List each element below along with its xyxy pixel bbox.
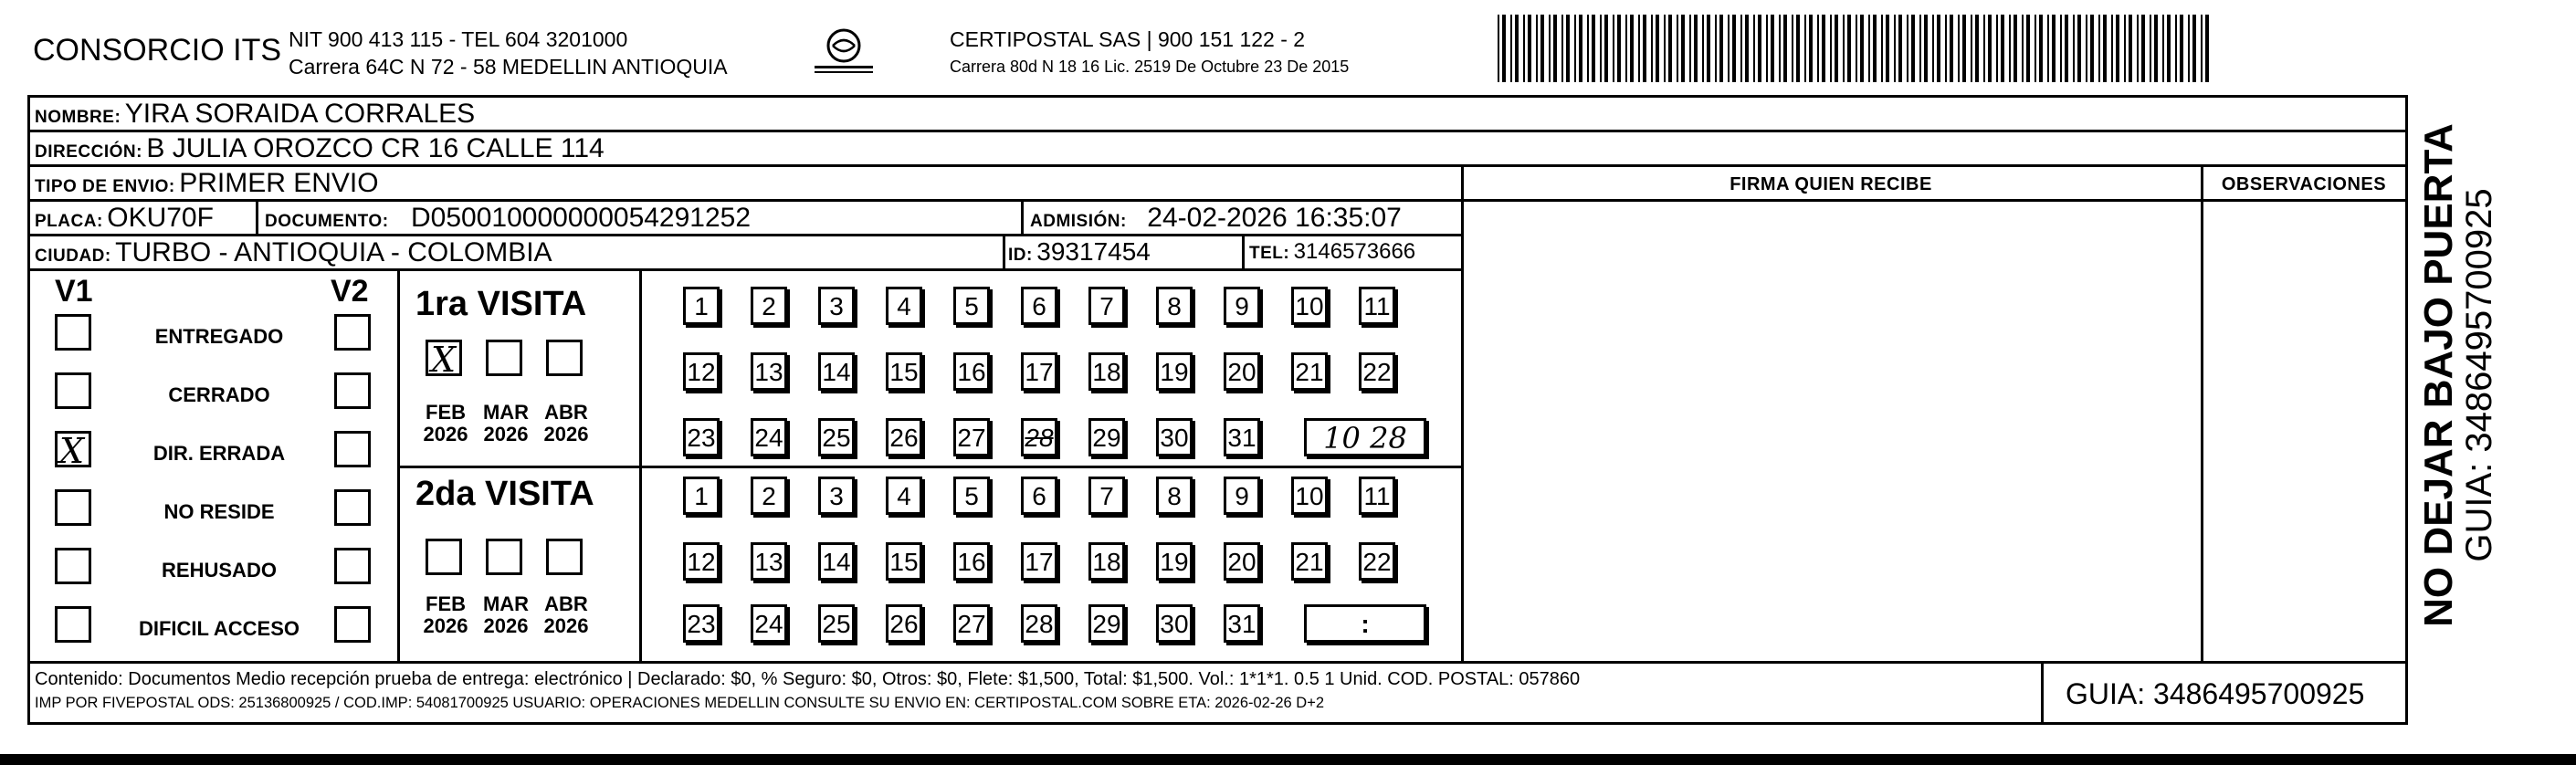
v1-checkbox[interactable] xyxy=(55,548,91,584)
day-box[interactable] xyxy=(1224,542,1260,581)
day-number: 20 xyxy=(1227,548,1256,576)
id-label: ID: xyxy=(1008,246,1033,265)
day-number: 27 xyxy=(957,424,986,452)
day-box[interactable] xyxy=(1156,477,1193,515)
tel-row xyxy=(1249,241,1415,263)
day-box[interactable] xyxy=(1088,604,1125,643)
placa-row xyxy=(35,204,214,232)
day-box[interactable] xyxy=(683,352,720,391)
day-number: 19 xyxy=(1160,548,1189,576)
day-box[interactable] xyxy=(1156,287,1193,325)
day-box[interactable] xyxy=(953,477,990,515)
day-box[interactable] xyxy=(751,352,787,391)
side-text xyxy=(2418,115,2537,635)
ciudad-value: TURBO - ANTIOQUIA - COLOMBIA xyxy=(115,237,552,267)
day-number: 8 xyxy=(1167,292,1182,320)
day-box[interactable] xyxy=(886,418,922,456)
imp-text: IMP POR FIVEPOSTAL ODS: 25136800925 / COD.IMP: 54081700925 USUARIO: OPERACIONES MEDELLIN CONSULTE SU ENVIO EN: CERTIPOSTAL.COM SOBRE ETA: 2026-02-26 D+2 xyxy=(35,695,1325,711)
day-number: 30 xyxy=(1160,610,1189,638)
check-mark: X xyxy=(431,340,457,380)
day-number: 13 xyxy=(754,548,783,576)
direccion-value: B JULIA OROZCO CR 16 CALLE 114 xyxy=(146,133,605,163)
month-checkbox[interactable] xyxy=(546,340,583,376)
ciudad-row xyxy=(35,239,552,267)
day-box[interactable] xyxy=(1224,418,1260,456)
tel-value: 3146573666 xyxy=(1293,239,1416,264)
day-number: 25 xyxy=(822,424,851,452)
day-number: 18 xyxy=(1092,548,1121,576)
day-number: 7 xyxy=(1099,292,1114,320)
day-box[interactable] xyxy=(1088,352,1125,391)
visit-time-text: : xyxy=(1361,610,1370,638)
day-number: 29 xyxy=(1092,610,1121,638)
first-visit-title: 1ra VISITA xyxy=(415,285,587,323)
reason-label: ENTREGADO xyxy=(154,325,284,348)
side-warning: NO DEJAR BAJO PUERTA xyxy=(2416,123,2461,627)
nombre-row xyxy=(35,100,475,128)
day-number: 5 xyxy=(964,482,979,510)
day-box[interactable] xyxy=(1021,352,1057,391)
day-number: 11 xyxy=(1363,482,1391,510)
v2-header: V2 xyxy=(331,274,369,309)
day-number: 4 xyxy=(897,292,911,320)
day-number: 17 xyxy=(1025,548,1054,576)
day-number: 3 xyxy=(829,482,844,510)
observaciones-header: OBSERVACIONES xyxy=(2221,174,2387,194)
day-number: 13 xyxy=(754,358,783,386)
month-label: MAR 2026 xyxy=(482,401,530,446)
reason-label: CERRADO xyxy=(168,383,270,406)
day-number: 11 xyxy=(1363,292,1391,320)
v2-checkbox[interactable] xyxy=(334,431,371,467)
day-box[interactable] xyxy=(751,477,787,515)
day-box[interactable] xyxy=(1021,287,1057,325)
carrier-name: CERTIPOSTAL SAS | 900 151 122 - 2 xyxy=(950,27,1306,51)
day-number: 15 xyxy=(889,548,919,576)
day-number: 25 xyxy=(822,610,851,638)
day-number: 1 xyxy=(694,292,709,320)
day-box[interactable] xyxy=(886,477,922,515)
day-number: 14 xyxy=(822,548,851,576)
month-checkbox[interactable] xyxy=(546,539,583,575)
day-box[interactable] xyxy=(751,418,787,456)
day-box[interactable] xyxy=(1224,352,1260,391)
visit-time-text: 10 28 xyxy=(1323,421,1407,456)
contenido-text: Contenido: Documentos Medio recepción prueba de entrega: electrónico | Declarado: $0, % Seguro: $0, Otros: $0, Flete: $1,500, Total: $1,500. Vol.: 1*1*1. 0.5 1 Unid. COD. POSTAL: 057860 xyxy=(35,669,1581,689)
firma-header: FIRMA QUIEN RECIBE xyxy=(1730,174,1932,194)
direccion-label: DIRECCIÓN: xyxy=(35,142,142,162)
nombre-value: YIRA SORAIDA CORRALES xyxy=(124,99,476,129)
day-box[interactable] xyxy=(751,287,787,325)
month-label: FEB 2026 xyxy=(423,401,468,446)
day-box[interactable] xyxy=(1088,287,1125,325)
day-number: 19 xyxy=(1160,358,1189,386)
day-box[interactable] xyxy=(683,604,720,643)
carrier-address: Carrera 80d N 18 16 Lic. 2519 De Octubre 23 De 2015 xyxy=(950,58,1350,76)
month-label: FEB 2026 xyxy=(423,592,468,638)
day-box[interactable] xyxy=(886,604,922,643)
day-number: 31 xyxy=(1227,424,1256,452)
day-number: 5 xyxy=(964,292,979,320)
day-box[interactable] xyxy=(1156,418,1193,456)
day-number: 21 xyxy=(1295,548,1324,576)
day-number: 22 xyxy=(1362,358,1392,386)
day-box[interactable] xyxy=(1291,542,1328,581)
day-box[interactable] xyxy=(953,604,990,643)
reason-label: DIFICIL ACCESO xyxy=(138,617,300,640)
day-number: 10 xyxy=(1295,292,1324,320)
day-box[interactable] xyxy=(1359,542,1395,581)
day-box[interactable] xyxy=(1291,287,1328,325)
day-number: 1 xyxy=(694,482,709,510)
direccion-row xyxy=(35,135,605,162)
day-box[interactable] xyxy=(1088,418,1125,456)
v2-checkbox[interactable] xyxy=(334,372,371,409)
day-number: 12 xyxy=(687,548,716,576)
day-number: 23 xyxy=(687,424,716,452)
check-mark: X xyxy=(59,431,85,471)
day-number: 29 xyxy=(1092,424,1121,452)
day-box[interactable] xyxy=(818,352,855,391)
tipo-value: PRIMER ENVIO xyxy=(179,168,379,198)
day-number: 9 xyxy=(1235,482,1249,510)
day-number: 17 xyxy=(1025,358,1054,386)
day-box[interactable] xyxy=(1021,477,1057,515)
day-number: 30 xyxy=(1160,424,1189,452)
day-number: 4 xyxy=(897,482,911,510)
day-box[interactable] xyxy=(1359,352,1395,391)
documento-label: DOCUMENTO: xyxy=(265,212,389,231)
v1-header: V1 xyxy=(55,274,93,309)
day-number: 26 xyxy=(889,610,919,638)
day-number: 24 xyxy=(754,424,783,452)
v1-checkbox[interactable] xyxy=(55,314,91,351)
v1-checkbox[interactable] xyxy=(55,431,91,471)
day-box[interactable] xyxy=(1156,542,1193,581)
v2-checkbox[interactable] xyxy=(334,314,371,351)
tipo-row xyxy=(35,170,379,197)
v1-checkbox[interactable] xyxy=(55,489,91,526)
day-box[interactable] xyxy=(751,604,787,643)
day-box[interactable] xyxy=(953,542,990,581)
day-number: 2 xyxy=(762,482,776,510)
day-box[interactable] xyxy=(818,287,855,325)
documento-value: D050010000000054291252 xyxy=(411,203,752,233)
day-box[interactable] xyxy=(886,352,922,391)
month-label: ABR 2026 xyxy=(543,592,589,638)
v1-checkbox[interactable] xyxy=(55,372,91,409)
day-number: 2 xyxy=(762,292,776,320)
company-nit: NIT 900 413 115 - TEL 604 3201000 xyxy=(289,27,628,51)
day-box[interactable] xyxy=(1291,352,1328,391)
admision-label: ADMISIÓN: xyxy=(1030,212,1127,231)
day-box[interactable] xyxy=(683,418,720,456)
admision-value: 24-02-2026 16:35:07 xyxy=(1147,203,1402,233)
day-box[interactable] xyxy=(1156,352,1193,391)
day-box[interactable] xyxy=(683,542,720,581)
side-guia: GUIA: 3486495700925 xyxy=(2459,188,2500,562)
day-number: 22 xyxy=(1362,548,1392,576)
reason-label: DIR. ERRADA xyxy=(152,442,286,465)
day-box[interactable] xyxy=(953,287,990,325)
tipo-label: TIPO DE ENVIO: xyxy=(35,177,175,196)
month-label: ABR 2026 xyxy=(543,401,589,446)
day-box[interactable] xyxy=(818,604,855,643)
day-box[interactable] xyxy=(818,477,855,515)
day-box[interactable] xyxy=(683,287,720,325)
day-number: 20 xyxy=(1227,358,1256,386)
day-number: 31 xyxy=(1227,610,1256,638)
day-number: 23 xyxy=(687,610,716,638)
nombre-label: NOMBRE: xyxy=(35,108,121,127)
footer-guia: GUIA: 3486495700925 xyxy=(2066,677,2365,710)
day-box[interactable] xyxy=(751,542,787,581)
day-number: 21 xyxy=(1295,358,1324,386)
day-number: 15 xyxy=(889,358,919,386)
day-box[interactable] xyxy=(953,352,990,391)
day-box[interactable] xyxy=(886,287,922,325)
day-number: 7 xyxy=(1099,482,1114,510)
day-box[interactable] xyxy=(1359,287,1395,325)
day-box[interactable] xyxy=(1359,477,1395,515)
day-box[interactable] xyxy=(1224,477,1260,515)
day-box[interactable] xyxy=(1156,604,1193,643)
day-number: 26 xyxy=(889,424,919,452)
month-checkbox[interactable] xyxy=(426,340,462,380)
reason-label: NO RESIDE xyxy=(163,500,275,523)
day-box[interactable] xyxy=(953,418,990,456)
day-number: 8 xyxy=(1167,482,1182,510)
day-number: 18 xyxy=(1092,358,1121,386)
day-box[interactable] xyxy=(683,477,720,515)
month-checkbox[interactable] xyxy=(426,539,462,575)
company-address: Carrera 64C N 72 - 58 MEDELLIN ANTIOQUIA xyxy=(289,55,728,79)
reason-label: REHUSADO xyxy=(162,559,277,582)
day-box[interactable] xyxy=(1291,477,1328,515)
bottom-edge xyxy=(0,754,2576,765)
day-number: 27 xyxy=(957,610,986,638)
day-number: 9 xyxy=(1235,292,1249,320)
day-number: 14 xyxy=(822,358,851,386)
day-number: 10 xyxy=(1295,482,1324,510)
second-visit-title: 2da VISITA xyxy=(415,475,594,513)
tel-label: TEL: xyxy=(1249,244,1290,263)
month-checkbox[interactable] xyxy=(486,340,522,376)
id-row xyxy=(1008,239,1151,265)
day-box[interactable] xyxy=(1224,287,1260,325)
v2-checkbox[interactable] xyxy=(334,606,371,643)
company-name: CONSORCIO ITS xyxy=(33,33,282,68)
first-visit-time[interactable] xyxy=(1304,418,1426,456)
barcode xyxy=(1498,15,2213,82)
day-number: 28 xyxy=(1025,610,1054,638)
v2-checkbox[interactable] xyxy=(334,548,371,584)
month-checkbox[interactable] xyxy=(486,539,522,575)
day-box[interactable] xyxy=(818,418,855,456)
certipostal-logo xyxy=(811,26,877,79)
v2-checkbox[interactable] xyxy=(334,489,371,526)
day-box[interactable] xyxy=(1224,604,1260,643)
id-value: 39317454 xyxy=(1036,237,1151,266)
day-number: 16 xyxy=(957,548,986,576)
day-box[interactable] xyxy=(1021,418,1057,456)
day-box[interactable] xyxy=(1088,542,1125,581)
day-box[interactable] xyxy=(1021,542,1057,581)
placa-value: OKU70F xyxy=(107,203,214,233)
day-number: 12 xyxy=(687,358,716,386)
ciudad-label: CIUDAD: xyxy=(35,246,111,266)
documento-row xyxy=(265,204,751,232)
day-box[interactable] xyxy=(818,542,855,581)
day-number: 3 xyxy=(829,292,844,320)
v1-checkbox[interactable] xyxy=(55,606,91,643)
day-number: 28 xyxy=(1025,424,1054,452)
placa-label: PLACA: xyxy=(35,212,103,231)
day-box[interactable] xyxy=(1088,477,1125,515)
day-box[interactable] xyxy=(1021,604,1057,643)
day-box[interactable] xyxy=(886,542,922,581)
day-number: 6 xyxy=(1032,292,1046,320)
day-number: 16 xyxy=(957,358,986,386)
certipostal-logo-icon xyxy=(811,26,877,79)
admision-row xyxy=(1030,204,1402,232)
month-label: MAR 2026 xyxy=(482,592,530,638)
day-number: 6 xyxy=(1032,482,1046,510)
second-visit-time[interactable] xyxy=(1304,604,1426,643)
day-number: 24 xyxy=(754,610,783,638)
